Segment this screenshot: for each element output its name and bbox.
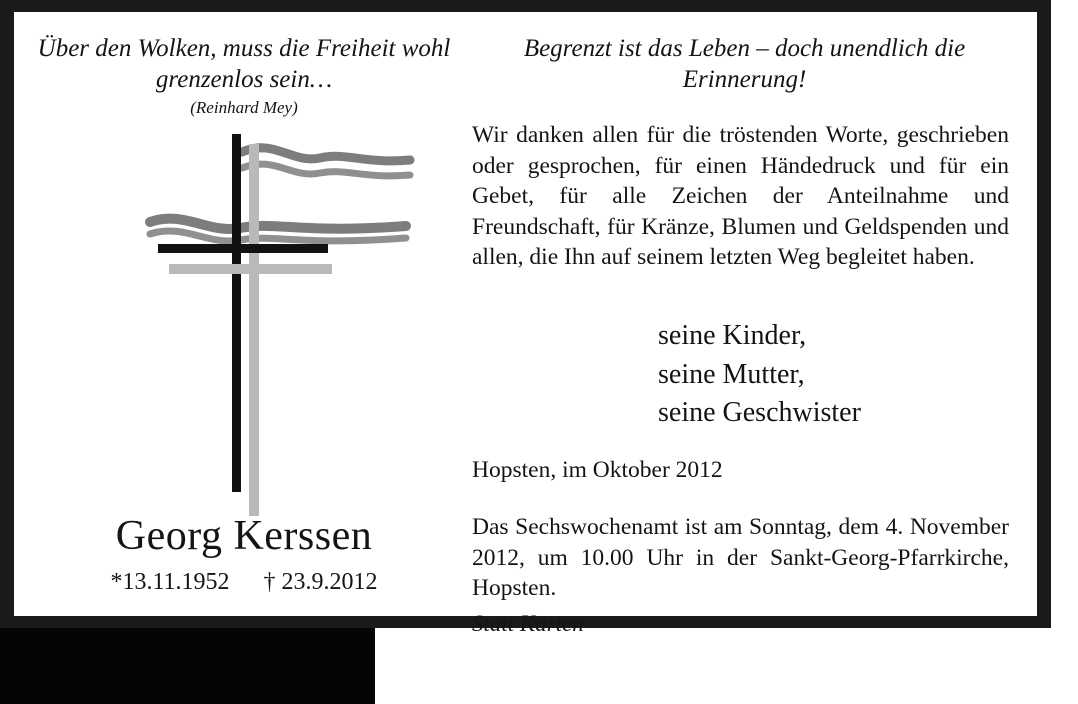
signer-line: seine Mutter, (658, 358, 805, 390)
cross-horizontal-dark-bar (158, 244, 328, 253)
cross-horizontal-grey-bar (169, 264, 332, 274)
left-column (14, 12, 469, 616)
cross-with-ribbons-icon (124, 122, 444, 522)
statt-karten-note: Statt Karten (472, 611, 584, 636)
place-and-date: Hopsten, im Oktober 2012 (472, 457, 723, 483)
right-column (472, 12, 1017, 636)
deceased-name: Georg Kerssen (115, 513, 373, 559)
thanks-paragraph: Wir danken allen für die tröstenden Worte, geschrieben oder gesprochen, für einen Händedruck und für ein Gebet, für alle Zeichen der Anteilnahme und Freundschaft, für Kränze, Blumen und Geldspenden und allen, die Ihn auf seinem letzten Weg begleitet haben. (472, 122, 1009, 271)
verse-text: Über den Wolken, muss die Freiheit wohl grenzenlos sein… (37, 35, 451, 93)
motto-text: Begrenzt ist das Leben – doch unendlich die Erinnerung! (523, 35, 966, 93)
ribbon-lines-icon (124, 122, 444, 522)
black-footer-block (0, 628, 375, 704)
signers-block (658, 317, 1018, 433)
birth-date: *13.11.1952 (110, 569, 230, 595)
signer-line: seine Kinder, (658, 320, 807, 351)
signer-line: seine Geschwister (658, 397, 861, 429)
cross-vertical-dark-bar (232, 134, 241, 492)
death-notice-card (14, 12, 1037, 636)
cross-vertical-grey-bar (249, 144, 259, 516)
death-date: † 23.9.2012 (263, 569, 378, 595)
memorial-service-info: Das Sechswochenamt ist am Sonntag, dem 4. November 2012, um 10.00 Uhr in der Sankt-Georg-Pfarrkirche, Hopsten. (472, 514, 1009, 602)
life-dates (24, 569, 464, 596)
verse-author: (Reinhard Mey) (190, 98, 298, 117)
